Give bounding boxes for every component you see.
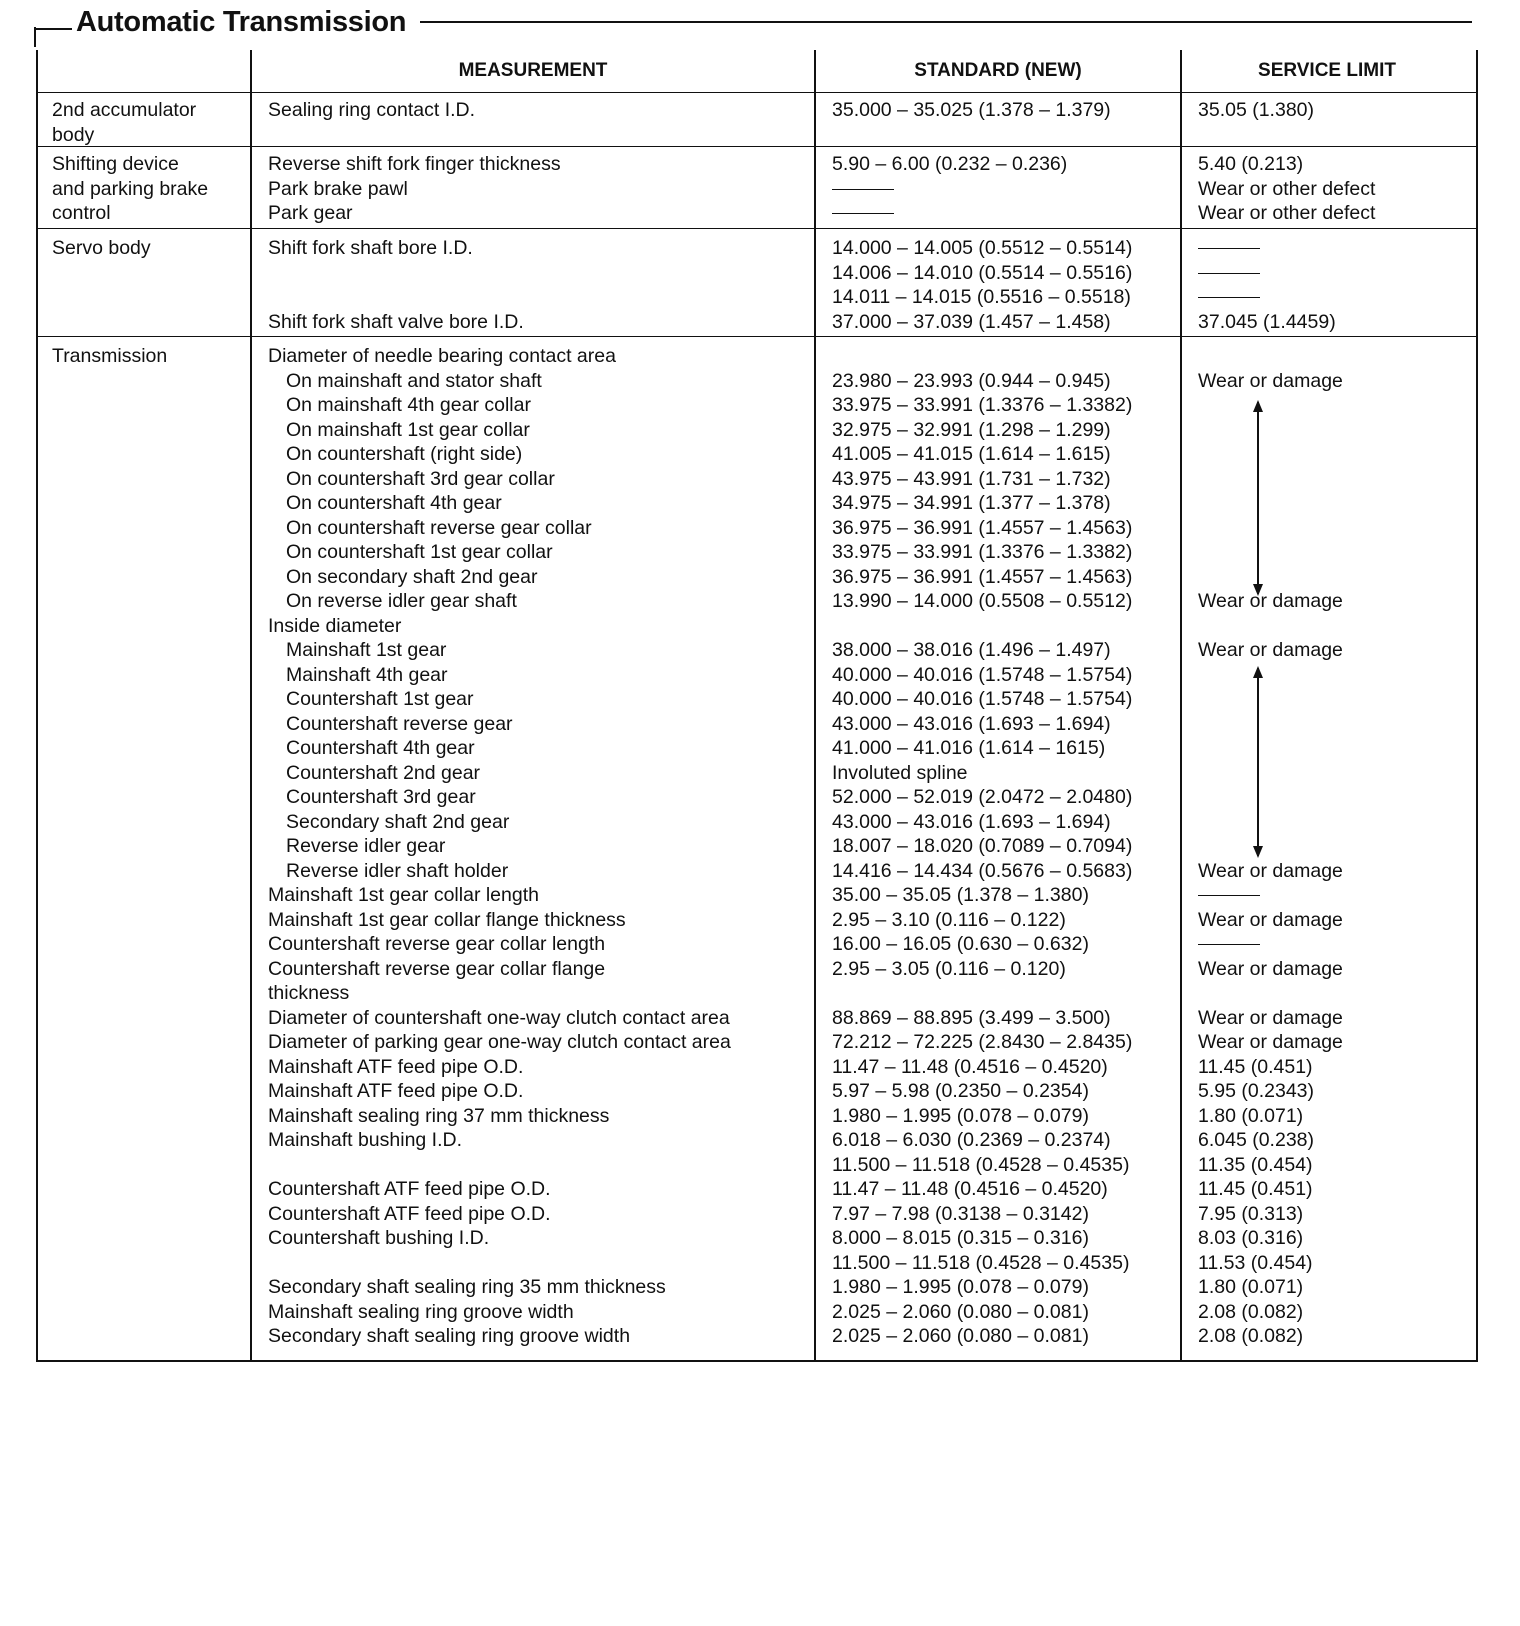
- measurement-cell: Mainshaft 1st gear collar flange thickness: [268, 908, 626, 931]
- col-divider-1: [250, 50, 252, 1360]
- service-limit-cell: 2.08 (0.082): [1198, 1300, 1304, 1323]
- title-bracket: [34, 27, 36, 47]
- header-service-limit: SERVICE LIMIT: [1258, 60, 1396, 81]
- measurement-cell: Inside diameter: [268, 614, 402, 637]
- service-limit-cell: 2.08 (0.082): [1198, 1325, 1304, 1347]
- standard-cell: 1.980 – 1.995 (0.078 – 0.079): [832, 1276, 1089, 1298]
- measurement-cell: On countershaft (right side): [286, 443, 523, 465]
- measurement-cell: Park brake pawl: [268, 177, 408, 200]
- service-limit-cell: Wear or damage: [1198, 908, 1343, 931]
- col-divider-2: [814, 50, 816, 1360]
- standard-cell: 35.000 – 35.025 (1.378 – 1.379): [832, 99, 1111, 121]
- service-limit-cell: 7.95 (0.313): [1198, 1202, 1304, 1225]
- measurement-cell: Secondary shaft 2nd gear: [286, 810, 510, 833]
- standard-cell: 2.95 – 3.10 (0.116 – 0.122): [832, 908, 1066, 931]
- standard-cell: 36.975 – 36.991 (1.4557 – 1.4563): [832, 516, 1133, 539]
- service-limit-cell: Wear or other defect: [1198, 202, 1376, 224]
- standard-cell: 43.975 – 43.991 (1.731 – 1.732): [832, 467, 1111, 490]
- group-label: 2nd accumulator: [52, 99, 197, 121]
- standard-cell: 37.000 – 37.039 (1.457 – 1.458): [832, 310, 1111, 333]
- measurement-cell: Diameter of countershaft one-way clutch contact area: [268, 1006, 730, 1029]
- measurement-cell: Diameter of needle bearing contact area: [268, 345, 616, 367]
- measurement-cell: Countershaft 1st gear: [286, 688, 474, 710]
- standard-cell: 38.000 – 38.016 (1.496 – 1.497): [832, 639, 1111, 661]
- service-limit-cell: 1.80 (0.071): [1198, 1276, 1304, 1298]
- dash-placeholder: [1198, 297, 1260, 298]
- service-limit-cell: 11.35 (0.454): [1198, 1153, 1313, 1176]
- measurement-cell: Mainshaft ATF feed pipe O.D.: [268, 1080, 524, 1102]
- standard-cell: 2.95 – 3.05 (0.116 – 0.120): [832, 957, 1066, 980]
- standard-cell: 5.90 – 6.00 (0.232 – 0.236): [832, 153, 1068, 175]
- standard-cell: 11.47 – 11.48 (0.4516 – 0.4520): [832, 1055, 1108, 1078]
- standard-cell: 7.97 – 7.98 (0.3138 – 0.3142): [832, 1202, 1089, 1225]
- standard-cell: 40.000 – 40.016 (1.5748 – 1.5754): [832, 688, 1133, 710]
- measurement-cell: On countershaft 1st gear collar: [286, 541, 553, 563]
- standard-cell: 14.000 – 14.005 (0.5512 – 0.5514): [832, 237, 1133, 259]
- standard-cell: 11.47 – 11.48 (0.4516 – 0.4520): [832, 1178, 1108, 1200]
- measurement-cell: On countershaft 3rd gear collar: [286, 467, 555, 490]
- group-label: and parking brake: [52, 177, 209, 200]
- measurement-cell: Shift fork shaft bore I.D.: [268, 237, 473, 259]
- row-separator: [36, 228, 1476, 229]
- standard-cell: 8.000 – 8.015 (0.315 – 0.316): [832, 1227, 1089, 1249]
- standard-cell: 88.869 – 88.895 (3.499 – 3.500): [832, 1006, 1111, 1029]
- dash-placeholder: [1198, 895, 1260, 896]
- measurement-cell: On countershaft reverse gear collar: [286, 516, 592, 539]
- measurement-cell: Shift fork shaft valve bore I.D.: [268, 310, 524, 333]
- group-label: control: [52, 202, 111, 224]
- measurement-cell: Mainshaft 1st gear: [286, 639, 447, 661]
- standard-cell: 14.006 – 14.010 (0.5514 – 0.5516): [832, 261, 1133, 284]
- service-limit-cell: 1.80 (0.071): [1198, 1104, 1304, 1127]
- measurement-cell: Reverse idler shaft holder: [286, 859, 509, 882]
- standard-cell: 36.975 – 36.991 (1.4557 – 1.4563): [832, 565, 1133, 588]
- standard-cell: 34.975 – 34.991 (1.377 – 1.378): [832, 492, 1111, 514]
- measurement-cell: thickness: [268, 982, 350, 1004]
- standard-cell: 1.980 – 1.995 (0.078 – 0.079): [832, 1104, 1089, 1127]
- service-limit-cell: 37.045 (1.4459): [1198, 310, 1336, 333]
- row-separator: [36, 336, 1476, 337]
- standard-cell: 16.00 – 16.05 (0.630 – 0.632): [832, 933, 1089, 955]
- measurement-cell: On secondary shaft 2nd gear: [286, 565, 538, 588]
- standard-cell: 52.000 – 52.019 (2.0472 – 2.0480): [832, 786, 1133, 808]
- measurement-cell: Diameter of parking gear one-way clutch contact area: [268, 1031, 731, 1053]
- standard-cell: 35.00 – 35.05 (1.378 – 1.380): [832, 884, 1089, 906]
- standard-cell: 33.975 – 33.991 (1.3376 – 1.3382): [832, 541, 1133, 563]
- measurement-cell: Mainshaft 4th gear: [286, 663, 448, 686]
- header-measurement: MEASUREMENT: [458, 60, 608, 81]
- measurement-cell: Countershaft 3rd gear: [286, 786, 476, 808]
- measurement-cell: Secondary shaft sealing ring 35 mm thickness: [268, 1276, 666, 1298]
- dash-placeholder: [1198, 944, 1260, 945]
- service-limit-cell: Wear or other defect: [1198, 177, 1376, 200]
- service-limit-cell: 11.45 (0.451): [1198, 1178, 1313, 1200]
- standard-cell: 14.416 – 14.434 (0.5676 – 0.5683): [832, 859, 1133, 882]
- standard-cell: 14.011 – 14.015 (0.5516 – 0.5518): [832, 286, 1131, 308]
- standard-cell: 41.005 – 41.015 (1.614 – 1.615): [832, 443, 1111, 465]
- measurement-cell: On mainshaft 1st gear collar: [286, 418, 530, 441]
- service-limit-cell: Wear or damage: [1198, 1006, 1343, 1029]
- range-arrow: [1257, 668, 1259, 856]
- measurement-cell: On mainshaft 4th gear collar: [286, 394, 531, 416]
- standard-cell: Involuted spline: [832, 761, 968, 784]
- row-separator: [36, 92, 1476, 93]
- dash-placeholder: [832, 213, 894, 214]
- standard-cell: 32.975 – 32.991 (1.298 – 1.299): [832, 418, 1111, 441]
- service-limit-cell: 11.45 (0.451): [1198, 1055, 1313, 1078]
- measurement-cell: Countershaft reverse gear: [286, 712, 513, 735]
- measurement-cell: On reverse idler gear shaft: [286, 590, 517, 612]
- standard-cell: 18.007 – 18.020 (0.7089 – 0.7094): [832, 835, 1133, 857]
- range-arrow: [1257, 402, 1259, 594]
- standard-cell: 13.990 – 14.000 (0.5508 – 0.5512): [832, 590, 1133, 612]
- measurement-cell: Countershaft reverse gear collar flange: [268, 957, 606, 980]
- standard-cell: 43.000 – 43.016 (1.693 – 1.694): [832, 810, 1111, 833]
- service-limit-cell: 11.53 (0.454): [1198, 1251, 1313, 1274]
- measurement-cell: Countershaft ATF feed pipe O.D.: [268, 1202, 551, 1225]
- measurement-cell: On mainshaft and stator shaft: [286, 369, 542, 392]
- col-divider-3: [1180, 50, 1182, 1360]
- measurement-cell: Countershaft 4th gear: [286, 737, 475, 759]
- measurement-cell: Mainshaft ATF feed pipe O.D.: [268, 1055, 524, 1078]
- measurement-cell: On countershaft 4th gear: [286, 492, 502, 514]
- service-limit-cell: Wear or damage: [1198, 590, 1343, 612]
- dash-placeholder: [832, 189, 894, 190]
- group-label: body: [52, 123, 95, 146]
- service-limit-cell: 5.95 (0.2343): [1198, 1080, 1315, 1102]
- standard-cell: 40.000 – 40.016 (1.5748 – 1.5754): [832, 663, 1133, 686]
- measurement-cell: Mainshaft 1st gear collar length: [268, 884, 539, 906]
- measurement-cell: Reverse idler gear: [286, 835, 446, 857]
- service-limit-cell: Wear or damage: [1198, 1031, 1343, 1053]
- header-standard: STANDARD (NEW): [914, 60, 1082, 81]
- service-limit-cell: Wear or damage: [1198, 639, 1343, 661]
- measurement-cell: Mainshaft sealing ring 37 mm thickness: [268, 1104, 610, 1127]
- measurement-cell: Countershaft bushing I.D.: [268, 1227, 490, 1249]
- title-rule-left: [36, 28, 72, 30]
- measurement-cell: Countershaft ATF feed pipe O.D.: [268, 1178, 551, 1200]
- standard-cell: 2.025 – 2.060 (0.080 – 0.081): [832, 1300, 1089, 1323]
- measurement-cell: Reverse shift fork finger thickness: [268, 153, 561, 175]
- measurement-cell: Mainshaft sealing ring groove width: [268, 1300, 574, 1323]
- standard-cell: 11.500 – 11.518 (0.4528 – 0.4535): [832, 1153, 1130, 1176]
- service-limit-cell: 5.40 (0.213): [1198, 153, 1304, 175]
- service-limit-cell: 6.045 (0.238): [1198, 1129, 1315, 1151]
- standard-cell: 33.975 – 33.991 (1.3376 – 1.3382): [832, 394, 1133, 416]
- measurement-cell: Park gear: [268, 202, 353, 224]
- row-separator: [36, 146, 1476, 147]
- dash-placeholder: [1198, 248, 1260, 249]
- service-limit-cell: Wear or damage: [1198, 957, 1343, 980]
- measurement-cell: Mainshaft bushing I.D.: [268, 1129, 463, 1151]
- title-rule-right: [420, 21, 1472, 23]
- group-label: Servo body: [52, 237, 151, 259]
- measurement-cell: Countershaft 2nd gear: [286, 761, 481, 784]
- measurement-cell: Sealing ring contact I.D.: [268, 99, 476, 121]
- standard-cell: 43.000 – 43.016 (1.693 – 1.694): [832, 712, 1111, 735]
- service-limit-cell: Wear or damage: [1198, 859, 1343, 882]
- standard-cell: 23.980 – 23.993 (0.944 – 0.945): [832, 369, 1111, 392]
- group-label: Transmission: [52, 345, 168, 367]
- group-label: Shifting device: [52, 153, 179, 175]
- dash-placeholder: [1198, 273, 1260, 274]
- standard-cell: 41.000 – 41.016 (1.614 – 1615): [832, 737, 1106, 759]
- standard-cell: 2.025 – 2.060 (0.080 – 0.081): [832, 1325, 1089, 1347]
- standard-cell: 11.500 – 11.518 (0.4528 – 0.4535): [832, 1251, 1130, 1274]
- standard-cell: 5.97 – 5.98 (0.2350 – 0.2354): [832, 1080, 1089, 1102]
- measurement-cell: Secondary shaft sealing ring groove width: [268, 1325, 631, 1347]
- standard-cell: 72.212 – 72.225 (2.8430 – 2.8435): [832, 1031, 1133, 1053]
- service-limit-cell: 8.03 (0.316): [1198, 1227, 1304, 1249]
- service-limit-cell: 35.05 (1.380): [1198, 99, 1315, 121]
- service-limit-cell: Wear or damage: [1198, 369, 1343, 392]
- standard-cell: 6.018 – 6.030 (0.2369 – 0.2374): [832, 1129, 1111, 1151]
- measurement-cell: Countershaft reverse gear collar length: [268, 933, 606, 955]
- page-title: Automatic Transmission: [76, 6, 407, 38]
